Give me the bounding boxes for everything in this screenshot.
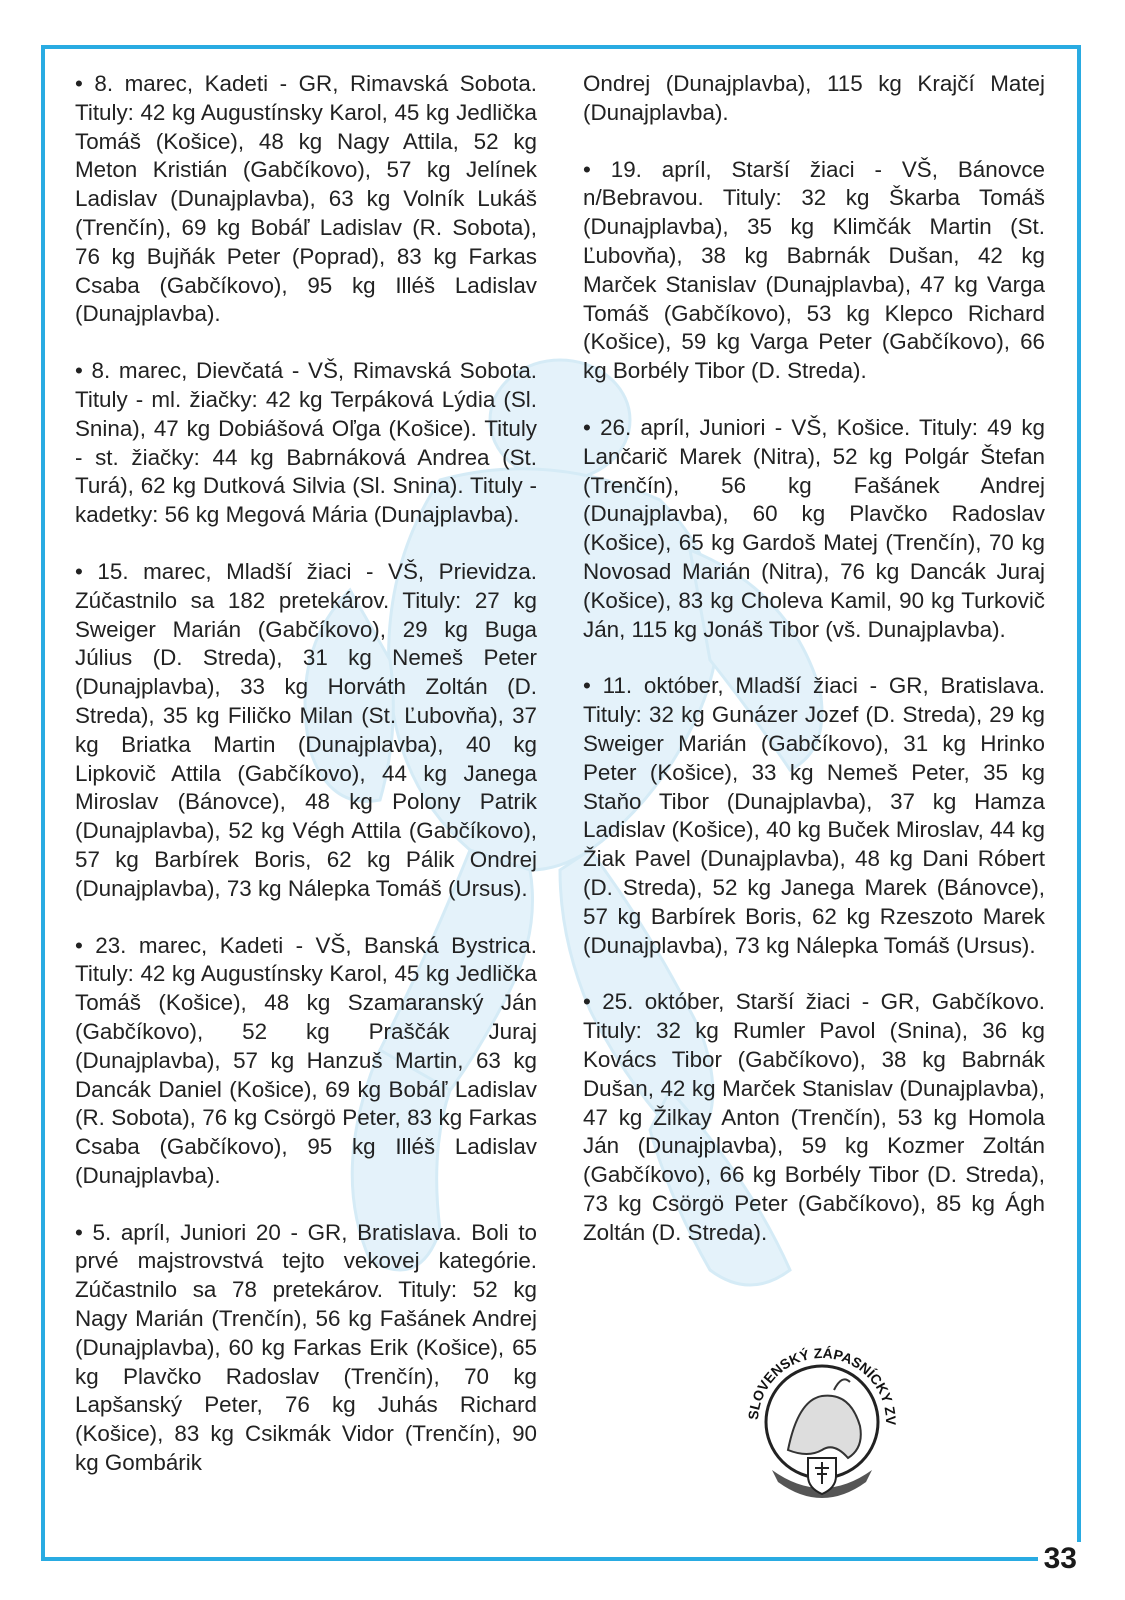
- results-entry: • 26. apríl, Juniori - VŠ, Košice. Tituly: 49 kg Lančarič Marek (Nitra), 52 kg Polgár Štefan (Trenčín), 56 kg Fašánek Andrej (Dunajplavba), 60 kg Plavčko Radoslav (Košice), 65 kg Gardoš Matej (Trenčín), 70 kg Novosad Marián (Nitra), 76 kg Dancák Juraj (Košice), 83 kg Choleva Kamil, 90 kg Turkovič Ján, 115 kg Jonáš Tibor (vš. Dunajplavba).: [583, 414, 1045, 642]
- right-column: [583, 70, 1045, 1275]
- results-entry: • 23. marec, Kadeti - VŠ, Banská Bystrica. Tituly: 42 kg Augustínsky Karol, 45 kg Jedlička Tomáš (Košice), 48 kg Szamaranský Ján (Gabčíkovo), 52 kg Praščák Juraj (Dunajplavba), 57 kg Hanzuš Martin, 63 kg Dancák Daniel (Košice), 69 kg Bobáľ Ladislav (R. Sobota), 76 kg Csörgö Peter, 83 kg Farkas Csaba (Gabčíkovo), 95 kg Illéš Ladislav (Dunajplavba).: [75, 932, 537, 1188]
- results-entry: • 8. marec, Kadeti - GR, Rimavská Sobota. Tituly: 42 kg Augustínsky Karol, 45 kg Jedlička Tomáš (Košice), 48 kg Nagy Attila, 52 kg Meton Kristián (Gabčíkovo), 57 kg Jelínek Ladislav (Dunajplavba), 63 kg Volník Lukáš (Trenčín), 69 kg Bobáľ Ladislav (R. Sobota), 76 kg Bujňák Peter (Poprad), 83 kg Farkas Csaba (Gabčíkovo), 95 kg Illéš Ladislav (Dunajplavba).: [75, 71, 537, 327]
- results-entry: • 5. apríl, Juniori 20 - GR, Bratislava. Boli to prvé majstrovstvá tejto vekovej kategórie. Zúčastnilo sa 78 pretekárov. Tituly: 52 kg Nagy Marián (Trenčín), 56 kg Fašánek Andrej (Dunajplavba), 60 kg Farkas Erik (Košice), 65 kg Plavčko Radoslav (Trenčín), 70 kg Lapšanský Peter, 76 kg Juhás Richard (Košice), 83 kg Csikmák Vidor (Trenčín), 90 kg Gombárik: [75, 1219, 537, 1476]
- results-entry: Ondrej (Dunajplavba), 115 kg Krajčí Matej (Dunajplavba).: [583, 71, 1045, 125]
- results-entry: • 8. marec, Dievčatá - VŠ, Rimavská Sobota. Tituly - ml. žiačky: 42 kg Terpáková Lýdia (Sl. Snina), 47 kg Dobiášová Oľga (Košice). Tituly - st. žiačky: 44 kg Babrnáková Andrea (St. Turá), 62 kg Dutková Silvia (Sl. Snina). Tituly - kadetky: 56 kg Megová Mária (Dunajplavba).: [75, 358, 537, 528]
- left-column: [75, 70, 537, 1506]
- results-entry: • 19. apríl, Starší žiaci - VŠ, Bánovce n/Bebravou. Tituly: 32 kg Škarba Tomáš (Dunajplavba), 35 kg Klimčák Martin (St. Ľubovňa), 38 kg Babrnák Dušan, 42 kg Marček Stanislav (Dunajplavba), 47 kg Varga Tomáš (Gabčíkovo), 53 kg Klepco Richard (Košice), 59 kg Varga Peter (Gabčíkovo), 66 kg Borbély Tibor (D. Streda).: [583, 156, 1045, 384]
- federation-logo: [738, 1330, 906, 1506]
- page-number: 33: [1038, 1542, 1083, 1576]
- results-entry: • 25. október, Starší žiaci - GR, Gabčíkovo. Tituly: 32 kg Rumler Pavol (Snina), 36 kg Kovács Tibor (Gabčíkovo), 38 kg Babrnák Dušan, 42 kg Marček Stanislav (Dunajplavba), 47 kg Žilkay Anton (Trenčín), 53 kg Homola Ján (Dunajplavba), 59 kg Kozmer Zoltán (Gabčíkovo), 66 kg Borbély Tibor (D. Streda), 73 kg Csörgö Peter (Gabčíkovo), 85 kg Ágh Zoltán (D. Streda).: [583, 989, 1045, 1245]
- svg-text:SLOVENSKÝ ZÁPASNÍCKY ZVÄZ: SLOVENSKÝ ZÁPASNÍCKY ZV: [744, 1344, 900, 1426]
- results-entry: • 11. október, Mladší žiaci - GR, Bratislava. Tituly: 32 kg Gunázer Jozef (D. Streda), 29 kg Sweiger Marián (Gabčíkovo), 31 kg Hrinko Peter (Košice), 33 kg Nemeš Peter, 35 kg Staňo Tibor (Dunajplavba), 37 kg Hamza Ladislav (Košice), 40 kg Buček Miroslav, 44 kg Žiak Pavel (Dunajplavba), 48 kg Dani Róbert (D. Streda), 52 kg Janega Marek (Bánovce), 57 kg Barbírek Boris, 62 kg Rzeszoto Marek (Dunajplavba), 73 kg Nálepka Tomáš (Ursus).: [583, 673, 1045, 958]
- results-entry: • 15. marec, Mladší žiaci - VŠ, Prievidza. Zúčastnilo sa 182 pretekárov. Tituly: 27 kg Sweiger Marián (Gabčíkovo), 29 kg Buga Július (D. Streda), 31 kg Nemeš Peter (Dunajplavba), 33 kg Horváth Zoltán (D. Streda), 35 kg Filičko Milan (St. Ľubovňa), 37 kg Briatka Martin (Dunajplavba), 40 kg Lipkovič Attila (Gabčíkovo), 44 kg Janega Miroslav (Bánovce), 48 kg Polony Patrik (Dunajplavba), 52 kg Végh Attila (Gabčíkovo), 57 kg Barbírek Boris, 62 kg Pálik Ondrej (Dunajplavba), 73 kg Nálepka Tomáš (Ursus).: [75, 558, 537, 901]
